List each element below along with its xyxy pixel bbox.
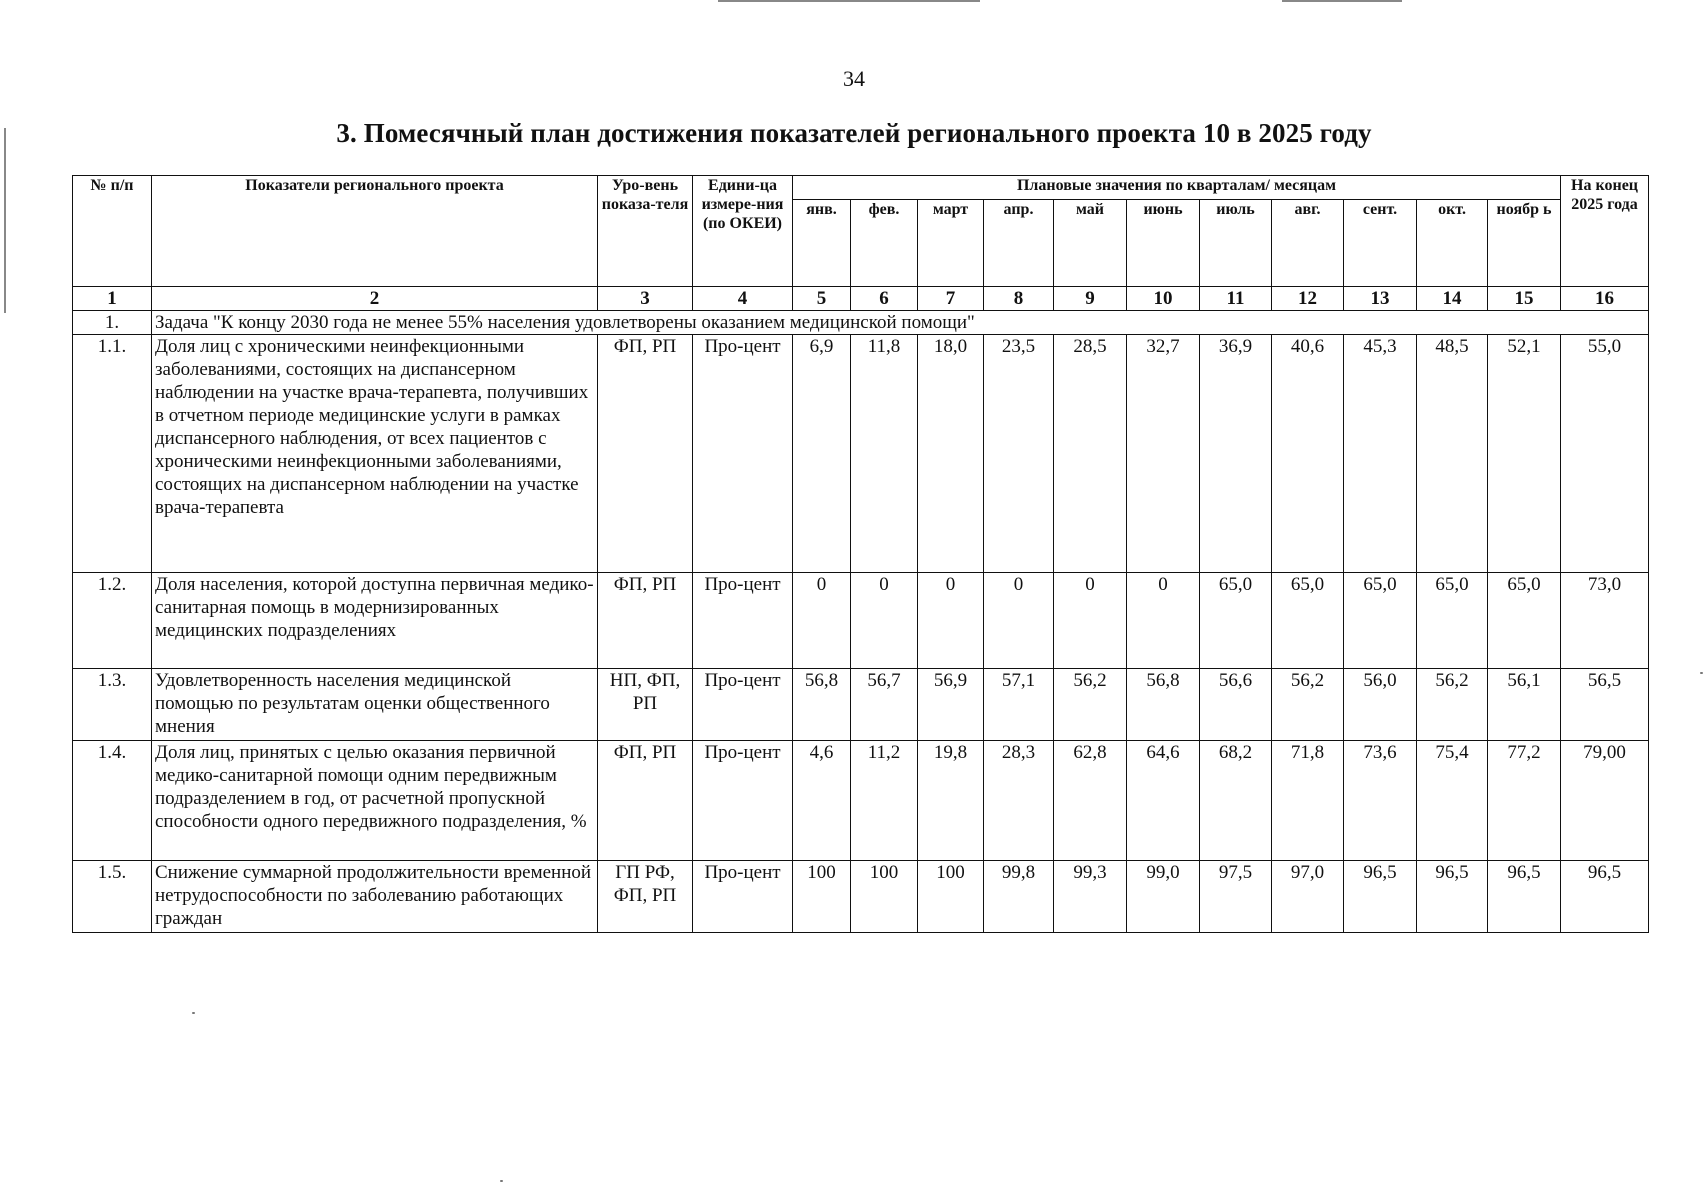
indicator-level: ФП, РП <box>598 335 693 573</box>
month-value: 6,9 <box>793 335 851 573</box>
month-value: 96,5 <box>1417 861 1488 933</box>
indicator-name: Доля населения, которой доступна первичная медико-санитарная помощь в модернизированных медицинских подразделениях <box>152 573 598 669</box>
task-text: Задача "К концу 2030 года не менее 55% населения удовлетворены оказанием медицинской помощи" <box>152 311 1649 335</box>
column-number: 3 <box>598 287 693 311</box>
column-number: 9 <box>1054 287 1127 311</box>
header-month: фев. <box>851 200 918 287</box>
end-of-year-value: 56,5 <box>1561 669 1649 741</box>
header-col-unit: Едини-ца измере-ния (по ОКЕИ) <box>693 176 793 287</box>
row-number: 1.4. <box>73 741 152 861</box>
month-value: 56,9 <box>918 669 984 741</box>
scan-artifact-top-line <box>718 0 980 2</box>
month-value: 11,2 <box>851 741 918 861</box>
task-row <box>73 311 1649 335</box>
header-month: июнь <box>1127 200 1200 287</box>
indicator-name: Снижение суммарной продолжительности временной нетрудоспособности по заболеванию работающих граждан <box>152 861 598 933</box>
indicator-unit: Про-цент <box>693 741 793 861</box>
month-value: 36,9 <box>1200 335 1272 573</box>
indicator-unit: Про-цент <box>693 669 793 741</box>
month-value: 56,2 <box>1054 669 1127 741</box>
scan-speck <box>1700 672 1703 674</box>
header-month: апр. <box>984 200 1054 287</box>
month-value: 100 <box>851 861 918 933</box>
table-row <box>73 573 1649 669</box>
month-value: 77,2 <box>1488 741 1561 861</box>
month-value: 48,5 <box>1417 335 1488 573</box>
column-number: 5 <box>793 287 851 311</box>
month-value: 64,6 <box>1127 741 1200 861</box>
month-value: 18,0 <box>918 335 984 573</box>
header-month: сент. <box>1344 200 1417 287</box>
month-value: 65,0 <box>1417 573 1488 669</box>
end-of-year-value: 55,0 <box>1561 335 1649 573</box>
indicator-level: ФП, РП <box>598 573 693 669</box>
column-number: 8 <box>984 287 1054 311</box>
scan-speck <box>500 1180 503 1182</box>
column-number: 16 <box>1561 287 1649 311</box>
month-value: 96,5 <box>1344 861 1417 933</box>
table-row <box>73 861 1649 933</box>
month-value: 65,0 <box>1200 573 1272 669</box>
month-value: 0 <box>851 573 918 669</box>
header-col-indicator: Показатели регионального проекта <box>152 176 598 287</box>
month-value: 97,0 <box>1272 861 1344 933</box>
header-month: март <box>918 200 984 287</box>
month-value: 0 <box>984 573 1054 669</box>
indicator-unit: Про-цент <box>693 861 793 933</box>
month-value: 65,0 <box>1272 573 1344 669</box>
month-value: 56,0 <box>1344 669 1417 741</box>
column-number: 14 <box>1417 287 1488 311</box>
header-month: янв. <box>793 200 851 287</box>
month-value: 0 <box>918 573 984 669</box>
month-value: 56,2 <box>1272 669 1344 741</box>
month-value: 96,5 <box>1488 861 1561 933</box>
month-value: 97,5 <box>1200 861 1272 933</box>
month-value: 28,3 <box>984 741 1054 861</box>
month-value: 68,2 <box>1200 741 1272 861</box>
column-number: 4 <box>693 287 793 311</box>
scan-speck <box>192 1012 195 1014</box>
indicator-unit: Про-цент <box>693 335 793 573</box>
month-value: 75,4 <box>1417 741 1488 861</box>
header-col-end: На конец 2025 года <box>1561 176 1649 287</box>
month-value: 32,7 <box>1127 335 1200 573</box>
month-value: 65,0 <box>1344 573 1417 669</box>
month-value: 99,0 <box>1127 861 1200 933</box>
indicator-unit: Про-цент <box>693 573 793 669</box>
month-value: 28,5 <box>1054 335 1127 573</box>
month-value: 56,8 <box>1127 669 1200 741</box>
month-value: 100 <box>793 861 851 933</box>
indicator-name: Удовлетворенность населения медицинской помощью по результатам оценки общественного мнения <box>152 669 598 741</box>
column-number: 7 <box>918 287 984 311</box>
header-col-num: № п/п <box>73 176 152 287</box>
scan-artifact-top-line <box>1282 0 1402 2</box>
month-value: 57,1 <box>984 669 1054 741</box>
month-value: 0 <box>1127 573 1200 669</box>
page-title: 3. Помесячный план достижения показателей регионального проекта 10 в 2025 году <box>336 118 1372 148</box>
header-month: ноябр ь <box>1488 200 1561 287</box>
table-row <box>73 669 1649 741</box>
end-of-year-value: 79,00 <box>1561 741 1649 861</box>
row-number: 1.2. <box>73 573 152 669</box>
header-month: авг. <box>1272 200 1344 287</box>
page-number: 34 <box>843 66 865 91</box>
month-value: 56,2 <box>1417 669 1488 741</box>
month-value: 99,8 <box>984 861 1054 933</box>
month-value: 71,8 <box>1272 741 1344 861</box>
header-month: окт. <box>1417 200 1488 287</box>
column-number: 1 <box>73 287 152 311</box>
indicator-level: ГП РФ, ФП, РП <box>598 861 693 933</box>
month-value: 23,5 <box>984 335 1054 573</box>
indicator-name: Доля лиц с хроническими неинфекционными заболеваниями, состоящих на диспансерном наблюдении на участке врача-терапевта, получивших в отчетном периоде медицинские услуги в рамках диспансерного наблюдения, от всех пациентов с хроническими неинфекционными заболеваниями, состоящих на диспансерном наблюдении на участке врача-терапевта <box>152 335 598 573</box>
column-number: 13 <box>1344 287 1417 311</box>
header-col-plan: Плановые значения по кварталам/ месяцам <box>793 176 1561 200</box>
month-value: 0 <box>793 573 851 669</box>
table-row <box>73 335 1649 573</box>
row-number: 1.3. <box>73 669 152 741</box>
end-of-year-value: 73,0 <box>1561 573 1649 669</box>
month-value: 40,6 <box>1272 335 1344 573</box>
indicator-level: НП, ФП, РП <box>598 669 693 741</box>
indicator-level: ФП, РП <box>598 741 693 861</box>
month-value: 65,0 <box>1488 573 1561 669</box>
scan-artifact-left-line <box>4 128 6 313</box>
monthly-plan-table <box>72 175 1649 933</box>
header-month: июль <box>1200 200 1272 287</box>
task-number: 1. <box>73 311 152 335</box>
end-of-year-value: 96,5 <box>1561 861 1649 933</box>
indicator-name: Доля лиц, принятых с целью оказания первичной медико-санитарной помощи одним передвижным подразделением в год, от расчетной пропускной способности одного передвижного подразделения, % <box>152 741 598 861</box>
month-value: 73,6 <box>1344 741 1417 861</box>
month-value: 56,1 <box>1488 669 1561 741</box>
column-number-row <box>73 287 1649 311</box>
column-number: 2 <box>152 287 598 311</box>
month-value: 45,3 <box>1344 335 1417 573</box>
month-value: 4,6 <box>793 741 851 861</box>
column-number: 12 <box>1272 287 1344 311</box>
month-value: 56,7 <box>851 669 918 741</box>
column-number: 11 <box>1200 287 1272 311</box>
month-value: 0 <box>1054 573 1127 669</box>
row-number: 1.1. <box>73 335 152 573</box>
column-number: 15 <box>1488 287 1561 311</box>
column-number: 10 <box>1127 287 1200 311</box>
month-value: 99,3 <box>1054 861 1127 933</box>
month-value: 62,8 <box>1054 741 1127 861</box>
month-value: 52,1 <box>1488 335 1561 573</box>
row-number: 1.5. <box>73 861 152 933</box>
month-value: 100 <box>918 861 984 933</box>
month-value: 56,8 <box>793 669 851 741</box>
header-col-level: Уро-вень показа-теля <box>598 176 693 287</box>
table-row <box>73 741 1649 861</box>
header-month: май <box>1054 200 1127 287</box>
month-value: 11,8 <box>851 335 918 573</box>
month-value: 19,8 <box>918 741 984 861</box>
month-value: 56,6 <box>1200 669 1272 741</box>
column-number: 6 <box>851 287 918 311</box>
